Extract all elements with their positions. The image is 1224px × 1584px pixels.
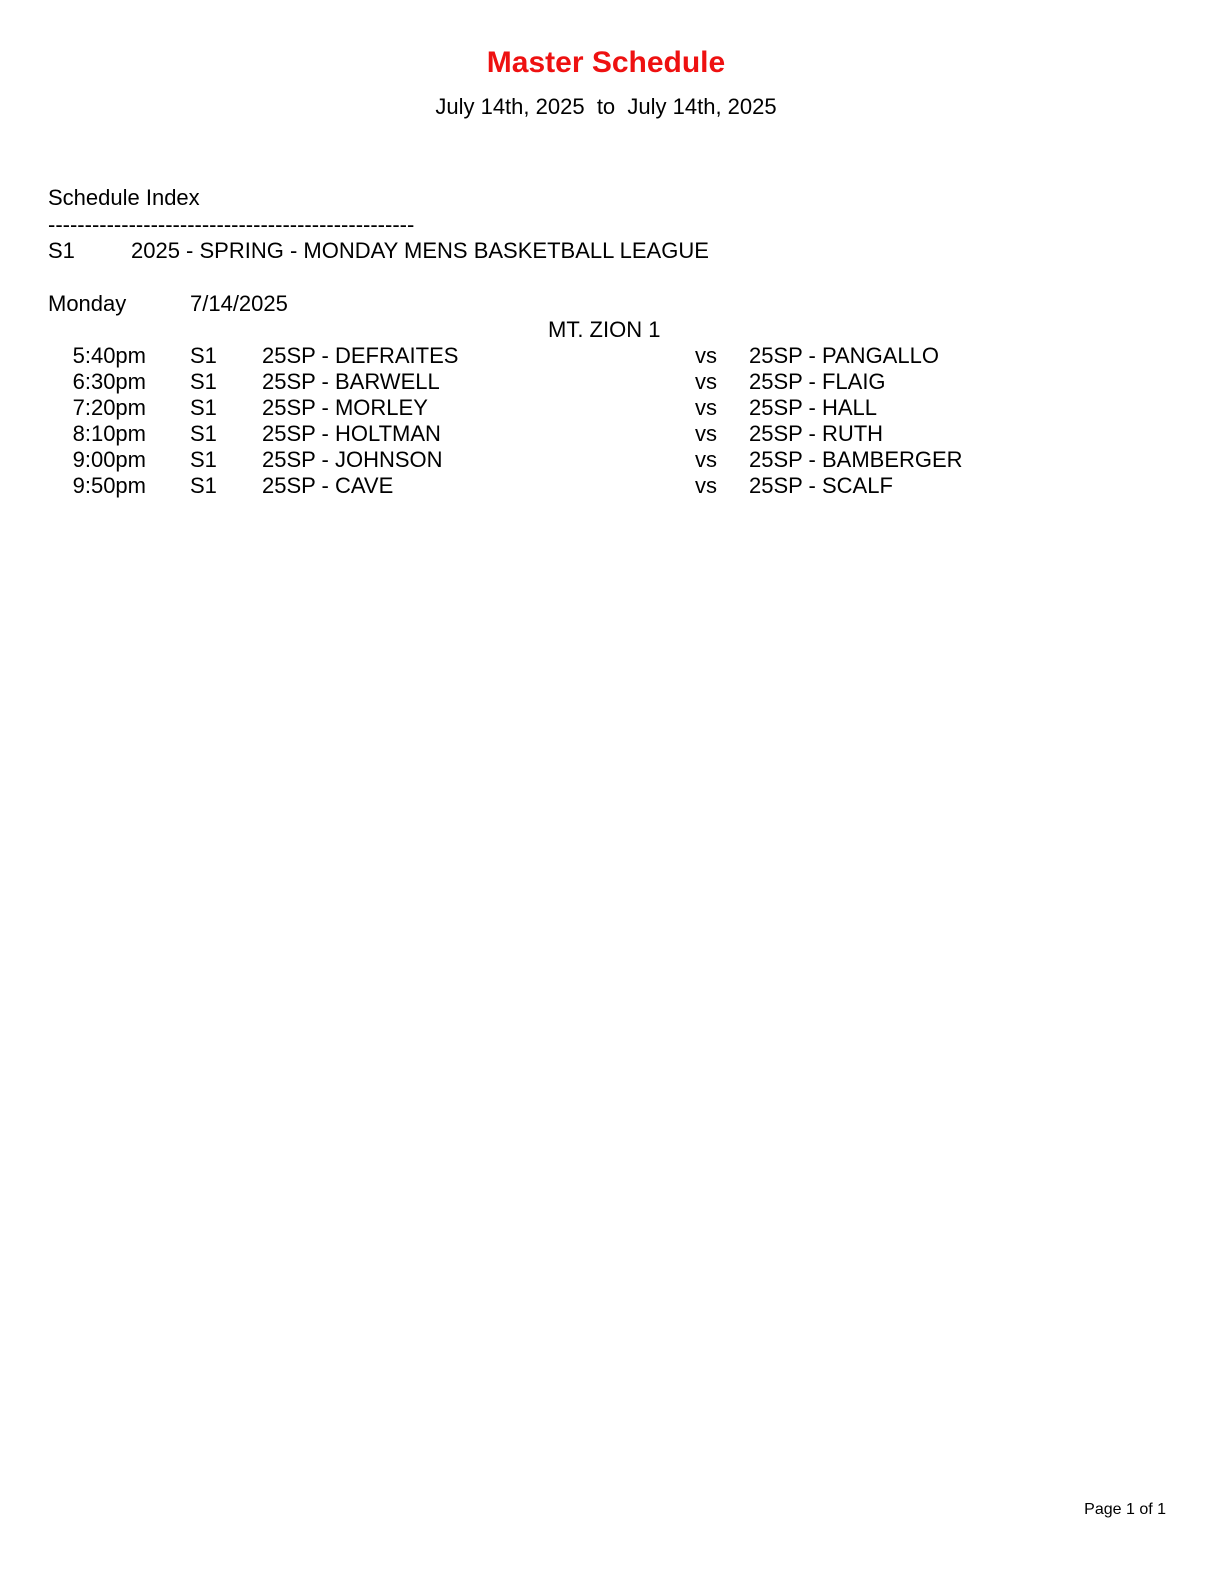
page-title: Master Schedule: [486, 46, 726, 79]
game-time: 9:50pm: [72, 473, 146, 498]
away-team: 25SP - BAMBERGER: [749, 447, 963, 472]
game-time: 9:00pm: [72, 447, 146, 472]
game-schedule-code: S1: [190, 447, 217, 472]
game-schedule-code: S1: [190, 421, 217, 446]
versus-label: vs: [695, 395, 717, 420]
index-divider: --------------------------------------------------: [48, 212, 415, 237]
away-team: 25SP - PANGALLO: [749, 343, 939, 368]
game-time: 7:20pm: [72, 395, 146, 420]
game-schedule-code: S1: [190, 395, 217, 420]
day-date: 7/14/2025: [190, 291, 288, 316]
page-number: Page 1 of 1: [1084, 1501, 1166, 1518]
game-row: [0, 421, 1224, 447]
game-schedule-code: S1: [190, 473, 217, 498]
home-team: 25SP - MORLEY: [262, 395, 428, 420]
versus-label: vs: [695, 447, 717, 472]
game-time: 8:10pm: [72, 421, 146, 446]
game-schedule-code: S1: [190, 369, 217, 394]
home-team: 25SP - CAVE: [262, 473, 394, 498]
versus-label: vs: [695, 421, 717, 446]
versus-label: vs: [695, 473, 717, 498]
date-range: [0, 94, 1212, 120]
game-time: 5:40pm: [72, 343, 146, 368]
game-row: [0, 395, 1224, 421]
home-team: 25SP - HOLTMAN: [262, 421, 441, 446]
game-time: 6:30pm: [72, 369, 146, 394]
home-team: 25SP - BARWELL: [262, 369, 440, 394]
versus-label: vs: [695, 343, 717, 368]
day-weekday: Monday: [48, 291, 127, 316]
date-separator: to: [596, 94, 616, 119]
game-row: [0, 473, 1224, 499]
location-heading: MT. ZION 1: [548, 317, 661, 342]
away-team: 25SP - RUTH: [749, 421, 884, 446]
versus-label: vs: [695, 369, 717, 394]
game-schedule-code: S1: [190, 343, 217, 368]
away-team: 25SP - HALL: [749, 395, 878, 420]
schedule-index-heading: Schedule Index: [48, 185, 200, 210]
game-row: [0, 343, 1224, 369]
date-to: July 14th, 2025: [627, 94, 777, 119]
date-from: July 14th, 2025: [435, 94, 585, 119]
away-team: 25SP - FLAIG: [749, 369, 886, 394]
index-entry-name: 2025 - SPRING - MONDAY MENS BASKETBALL LEAGUE: [131, 238, 709, 263]
home-team: 25SP - JOHNSON: [262, 447, 443, 472]
index-entry-code: S1: [48, 238, 75, 263]
game-row: [0, 369, 1224, 395]
away-team: 25SP - SCALF: [749, 473, 893, 498]
game-row: [0, 447, 1224, 473]
home-team: 25SP - DEFRAITES: [262, 343, 459, 368]
